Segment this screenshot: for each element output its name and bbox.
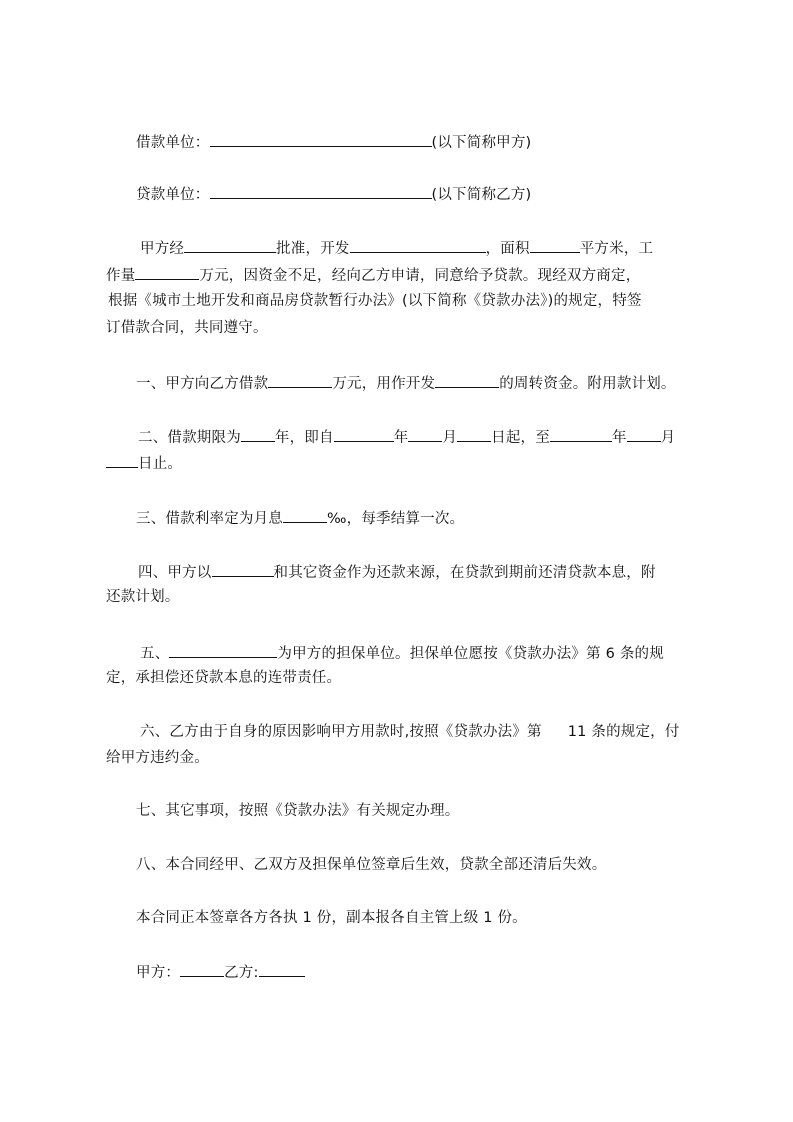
end-day-blank — [106, 452, 138, 468]
intro-text: 作量 — [106, 268, 136, 284]
clause-6-line-1 — [140, 722, 680, 742]
clause-8: 八、本合同经甲、乙双方及担保单位签章后生效，贷款全部还清后失效。 — [136, 857, 607, 873]
intro-text: 甲方经 — [140, 241, 185, 257]
borrower-blank — [210, 131, 432, 147]
clause-2-line-2 — [106, 452, 182, 474]
intro-text: 平方米，工 — [579, 241, 654, 257]
start-month-blank — [408, 426, 442, 442]
party-a-signature-blank — [180, 961, 224, 977]
clause-text: 年 — [611, 430, 627, 446]
clause-text: 四、甲方以 — [138, 565, 212, 581]
clause-text: 年 — [393, 430, 409, 446]
clause-text: 六、乙方由于自身的原因影响甲方用款时,按照《贷款办法》第 — [140, 724, 542, 740]
clause-2-line-1 — [138, 426, 675, 448]
lender-suffix: (以下简称乙方) — [431, 187, 532, 203]
project-blank — [435, 372, 499, 388]
borrower-line — [136, 131, 531, 153]
party-a-label: 甲方： — [136, 965, 181, 981]
approval-blank — [184, 237, 276, 253]
clause-3 — [136, 507, 464, 529]
lender-blank — [210, 183, 432, 199]
intro-text: 万元，因资金不足，经向乙方申请，同意给予贷款。现经双方商定， — [199, 268, 641, 284]
clause-7: 七、其它事项，按照《贷款办法》有关规定办理。 — [136, 803, 460, 819]
borrower-label: 借款单位： — [136, 135, 210, 151]
start-day-blank — [457, 426, 491, 442]
clause-text: 三、借款利率定为月息 — [136, 511, 283, 527]
clause-text: 年，即自 — [274, 430, 334, 446]
copies-clause: 本合同正本签章各方各执 1 份，副本报各自主管上级 1 份。 — [136, 910, 527, 926]
clause-4-line-2: 还款计划。 — [106, 589, 180, 605]
term-years-blank — [241, 426, 275, 442]
clause-text: 11 条的规定，付 — [567, 724, 680, 740]
clause-text: 的周转资金。附用款计划。 — [499, 376, 676, 392]
clause-text: 二、借款期限为 — [138, 430, 241, 446]
clause-6-line-2: 给甲方违约金。 — [106, 750, 209, 766]
clause-text: 日起，至 — [491, 430, 550, 446]
intro-text: 批准，开发 — [276, 241, 350, 257]
lender-line — [136, 183, 531, 205]
area-blank — [530, 237, 580, 253]
borrower-suffix: (以下简称甲方) — [431, 135, 532, 151]
end-year-blank — [550, 426, 612, 442]
lender-label: 贷款单位： — [136, 187, 210, 203]
signature-line — [136, 961, 305, 983]
clause-text: 为甲方的担保单位。担保单位愿按《贷款办法》第 6 条的规 — [277, 646, 664, 662]
interest-rate-blank — [283, 507, 327, 523]
clause-text: ‰，每季结算一次。 — [327, 511, 465, 527]
intro-line-4: 订借款合同，共同遵守。 — [106, 320, 268, 336]
intro-line-2 — [106, 264, 640, 286]
development-blank — [350, 237, 486, 253]
clause-5-line-1 — [140, 642, 664, 664]
end-month-blank — [627, 426, 661, 442]
intro-line-1 — [140, 237, 653, 259]
start-year-blank — [334, 426, 394, 442]
clause-text: 月 — [442, 430, 458, 446]
loan-amount-blank — [268, 372, 332, 388]
repayment-source-blank — [212, 561, 274, 577]
clause-5-line-2: 定，承担偿还贷款本息的连带责任。 — [106, 670, 342, 686]
intro-line-3: 根据《城市土地开发和商品房贷款暂行办法》(以下简称《贷款办法》)的规定，特签 — [108, 293, 642, 309]
party-b-signature-blank — [259, 961, 305, 977]
clause-text: 和其它资金作为还款来源，在贷款到期前还清贷款本息，附 — [273, 565, 656, 581]
intro-text: ，面积 — [485, 241, 530, 257]
clause-1 — [136, 372, 676, 394]
clause-text: 万元，用作开发 — [332, 376, 436, 392]
clause-4-line-1 — [138, 561, 656, 583]
workload-blank — [135, 264, 199, 280]
clause-text: 五、 — [140, 646, 170, 662]
clause-text: 日止。 — [138, 456, 183, 472]
clause-text: 月 — [660, 430, 676, 446]
guarantor-blank — [169, 642, 277, 658]
party-b-label: 乙方: — [224, 965, 259, 981]
clause-text: 一、甲方向乙方借款 — [136, 376, 269, 392]
